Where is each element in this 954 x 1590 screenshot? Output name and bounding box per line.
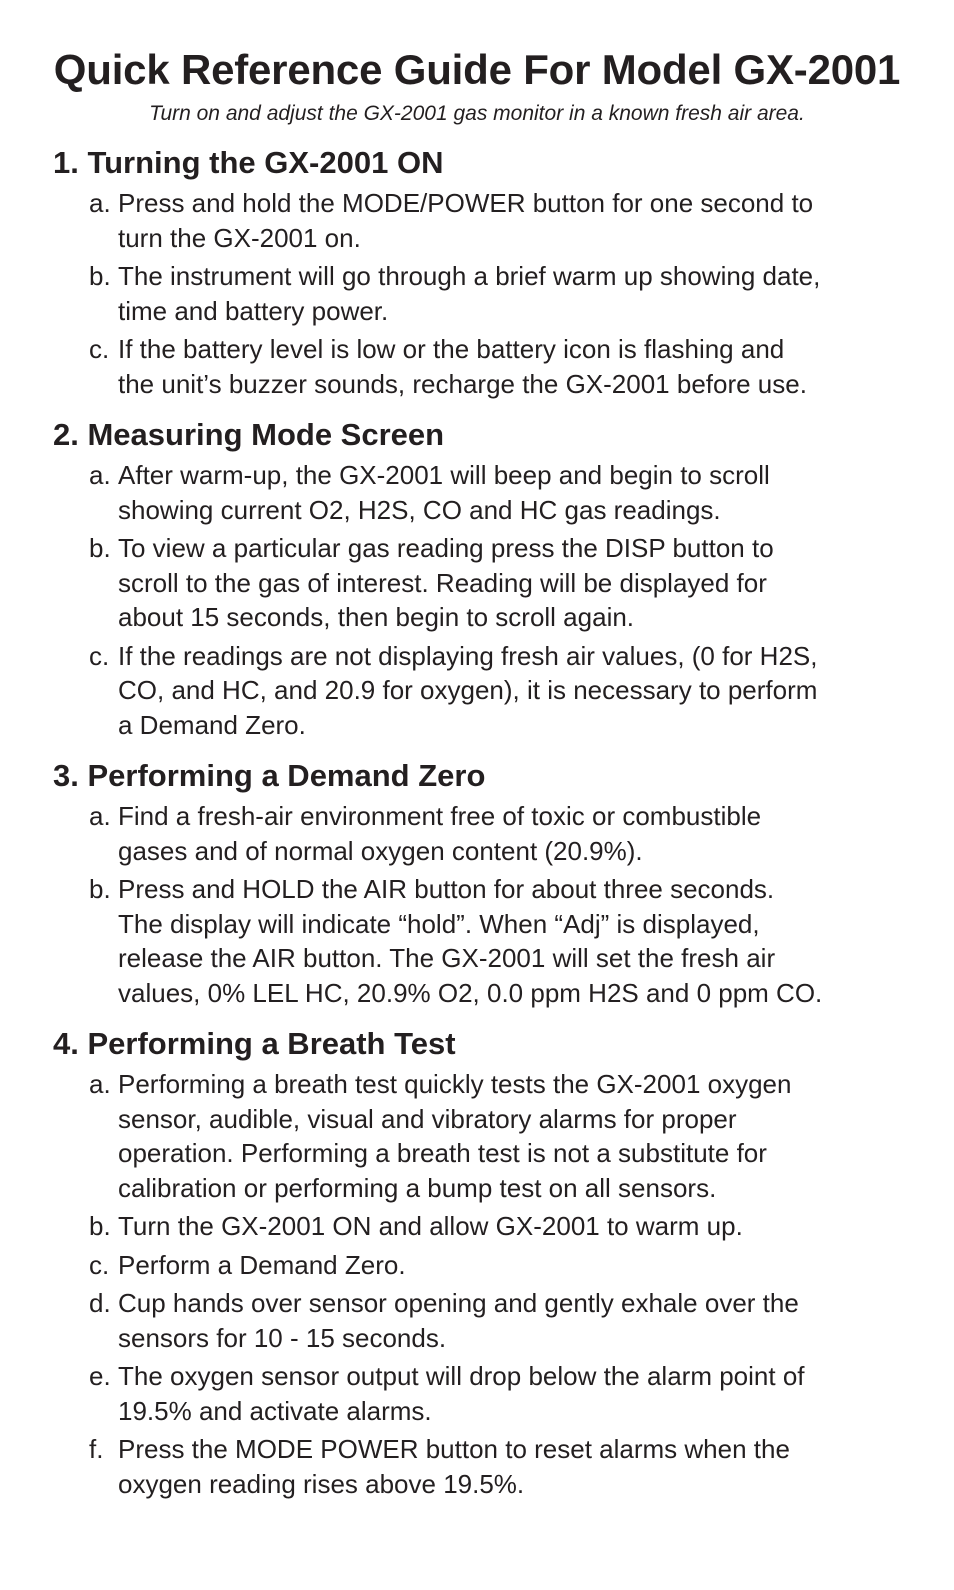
list-item (0, 531, 954, 635)
list-item (0, 1209, 954, 1244)
item-letter: b. (89, 874, 111, 904)
item-letter: a. (89, 188, 111, 218)
section-number: 4. (53, 1026, 79, 1061)
list-item (0, 1248, 954, 1283)
section-title: Performing a Breath Test (87, 1026, 456, 1061)
item-letter: a. (89, 460, 111, 490)
list-item (0, 1286, 954, 1355)
item-letter: c. (89, 640, 110, 671)
item-text: Press the MODE POWER button to reset alarms when the oxygen reading rises above 19.5%. (118, 1434, 790, 1499)
section-heading (0, 756, 954, 796)
item-text: After warm-up, the GX-2001 will beep and begin to scroll showing current O2, H2S, CO and HC gas readings. (118, 460, 770, 525)
item-letter: b. (89, 261, 111, 291)
section-breath-test (0, 1024, 954, 1501)
item-text: Find a fresh-air environment free of toxic or combustible gases and of normal oxygen content (20.9%). (118, 801, 762, 866)
item-letter: a. (89, 1069, 111, 1099)
section-number: 1. (53, 145, 79, 180)
section-number: 3. (53, 758, 79, 793)
item-letter: f. (89, 1434, 104, 1464)
item-text: Cup hands over sensor opening and gently exhale over the sensors for 10 - 15 seconds. (118, 1288, 799, 1353)
section-title: Performing a Demand Zero (87, 758, 486, 793)
section-heading (0, 143, 954, 183)
step-list (0, 186, 954, 401)
item-letter: a. (89, 801, 111, 831)
document-title: Quick Reference Guide For Model GX-2001 (53, 46, 901, 93)
list-item (0, 872, 954, 1010)
section-measuring-mode (0, 415, 954, 742)
item-text: If the battery level is low or the battery icon is flashing and the unit’s buzzer sounds, recharge the GX-2001 before use. (118, 334, 807, 399)
section-heading (0, 1024, 954, 1064)
item-text: Press and HOLD the AIR button for about three seconds. The display will indicate “hold”. When “Adj” is displayed, release the AIR button. The GX-2001 will set the fresh air values, 0% LEL HC, 20.9% O2, 0.0 ppm H2S and 0 ppm CO. (118, 874, 823, 1008)
item-text: Performing a breath test quickly tests the GX-2001 oxygen sensor, audible, visual and vibratory alarms for proper operation. Performing a breath test is not a substitute for calibration or performing a bump test on all sensors. (118, 1069, 792, 1203)
section-number: 2. (53, 417, 79, 452)
section-demand-zero (0, 756, 954, 1010)
list-item (0, 1432, 954, 1501)
list-item (0, 186, 954, 255)
item-letter: d. (89, 1288, 111, 1318)
item-letter: e. (89, 1361, 111, 1391)
section-title: Turning the GX-2001 ON (87, 145, 444, 180)
item-text: If the readings are not displaying fresh air values, (0 for H2S, CO, and HC, and 20.9 for oxygen), it is necessary to perform a Demand Zero. (118, 640, 818, 740)
item-letter: c. (89, 1249, 110, 1280)
list-item (0, 1359, 954, 1428)
step-list (0, 458, 954, 742)
step-list (0, 1067, 954, 1501)
item-text: The oxygen sensor output will drop below the alarm point of 19.5% and activate alarms. (118, 1361, 805, 1426)
list-item (0, 259, 954, 328)
section-heading (0, 415, 954, 455)
section-title: Measuring Mode Screen (87, 417, 445, 452)
list-item (0, 799, 954, 868)
item-text: Press and hold the MODE/POWER button for one second to turn the GX-2001 on. (118, 188, 814, 253)
item-letter: c. (89, 334, 110, 364)
item-text: The instrument will go through a brief warm up showing date, time and battery power. (118, 261, 821, 326)
item-text: Perform a Demand Zero. (118, 1249, 406, 1280)
item-text: Turn the GX-2001 ON and allow GX-2001 to warm up. (118, 1211, 743, 1241)
list-item (0, 1067, 954, 1205)
list-item (0, 639, 954, 743)
item-text: To view a particular gas reading press the DISP button to scroll to the gas of interest. Reading will be displayed for about 15 seconds, then begin to scroll again. (118, 533, 774, 632)
step-list (0, 799, 954, 1010)
section-turning-on (0, 143, 954, 401)
document-subtitle: Turn on and adjust the GX-2001 gas monitor in a known fresh air area. (149, 102, 805, 125)
item-letter: b. (89, 1211, 111, 1241)
list-item (0, 332, 954, 401)
list-item (0, 458, 954, 527)
item-letter: b. (89, 533, 111, 563)
